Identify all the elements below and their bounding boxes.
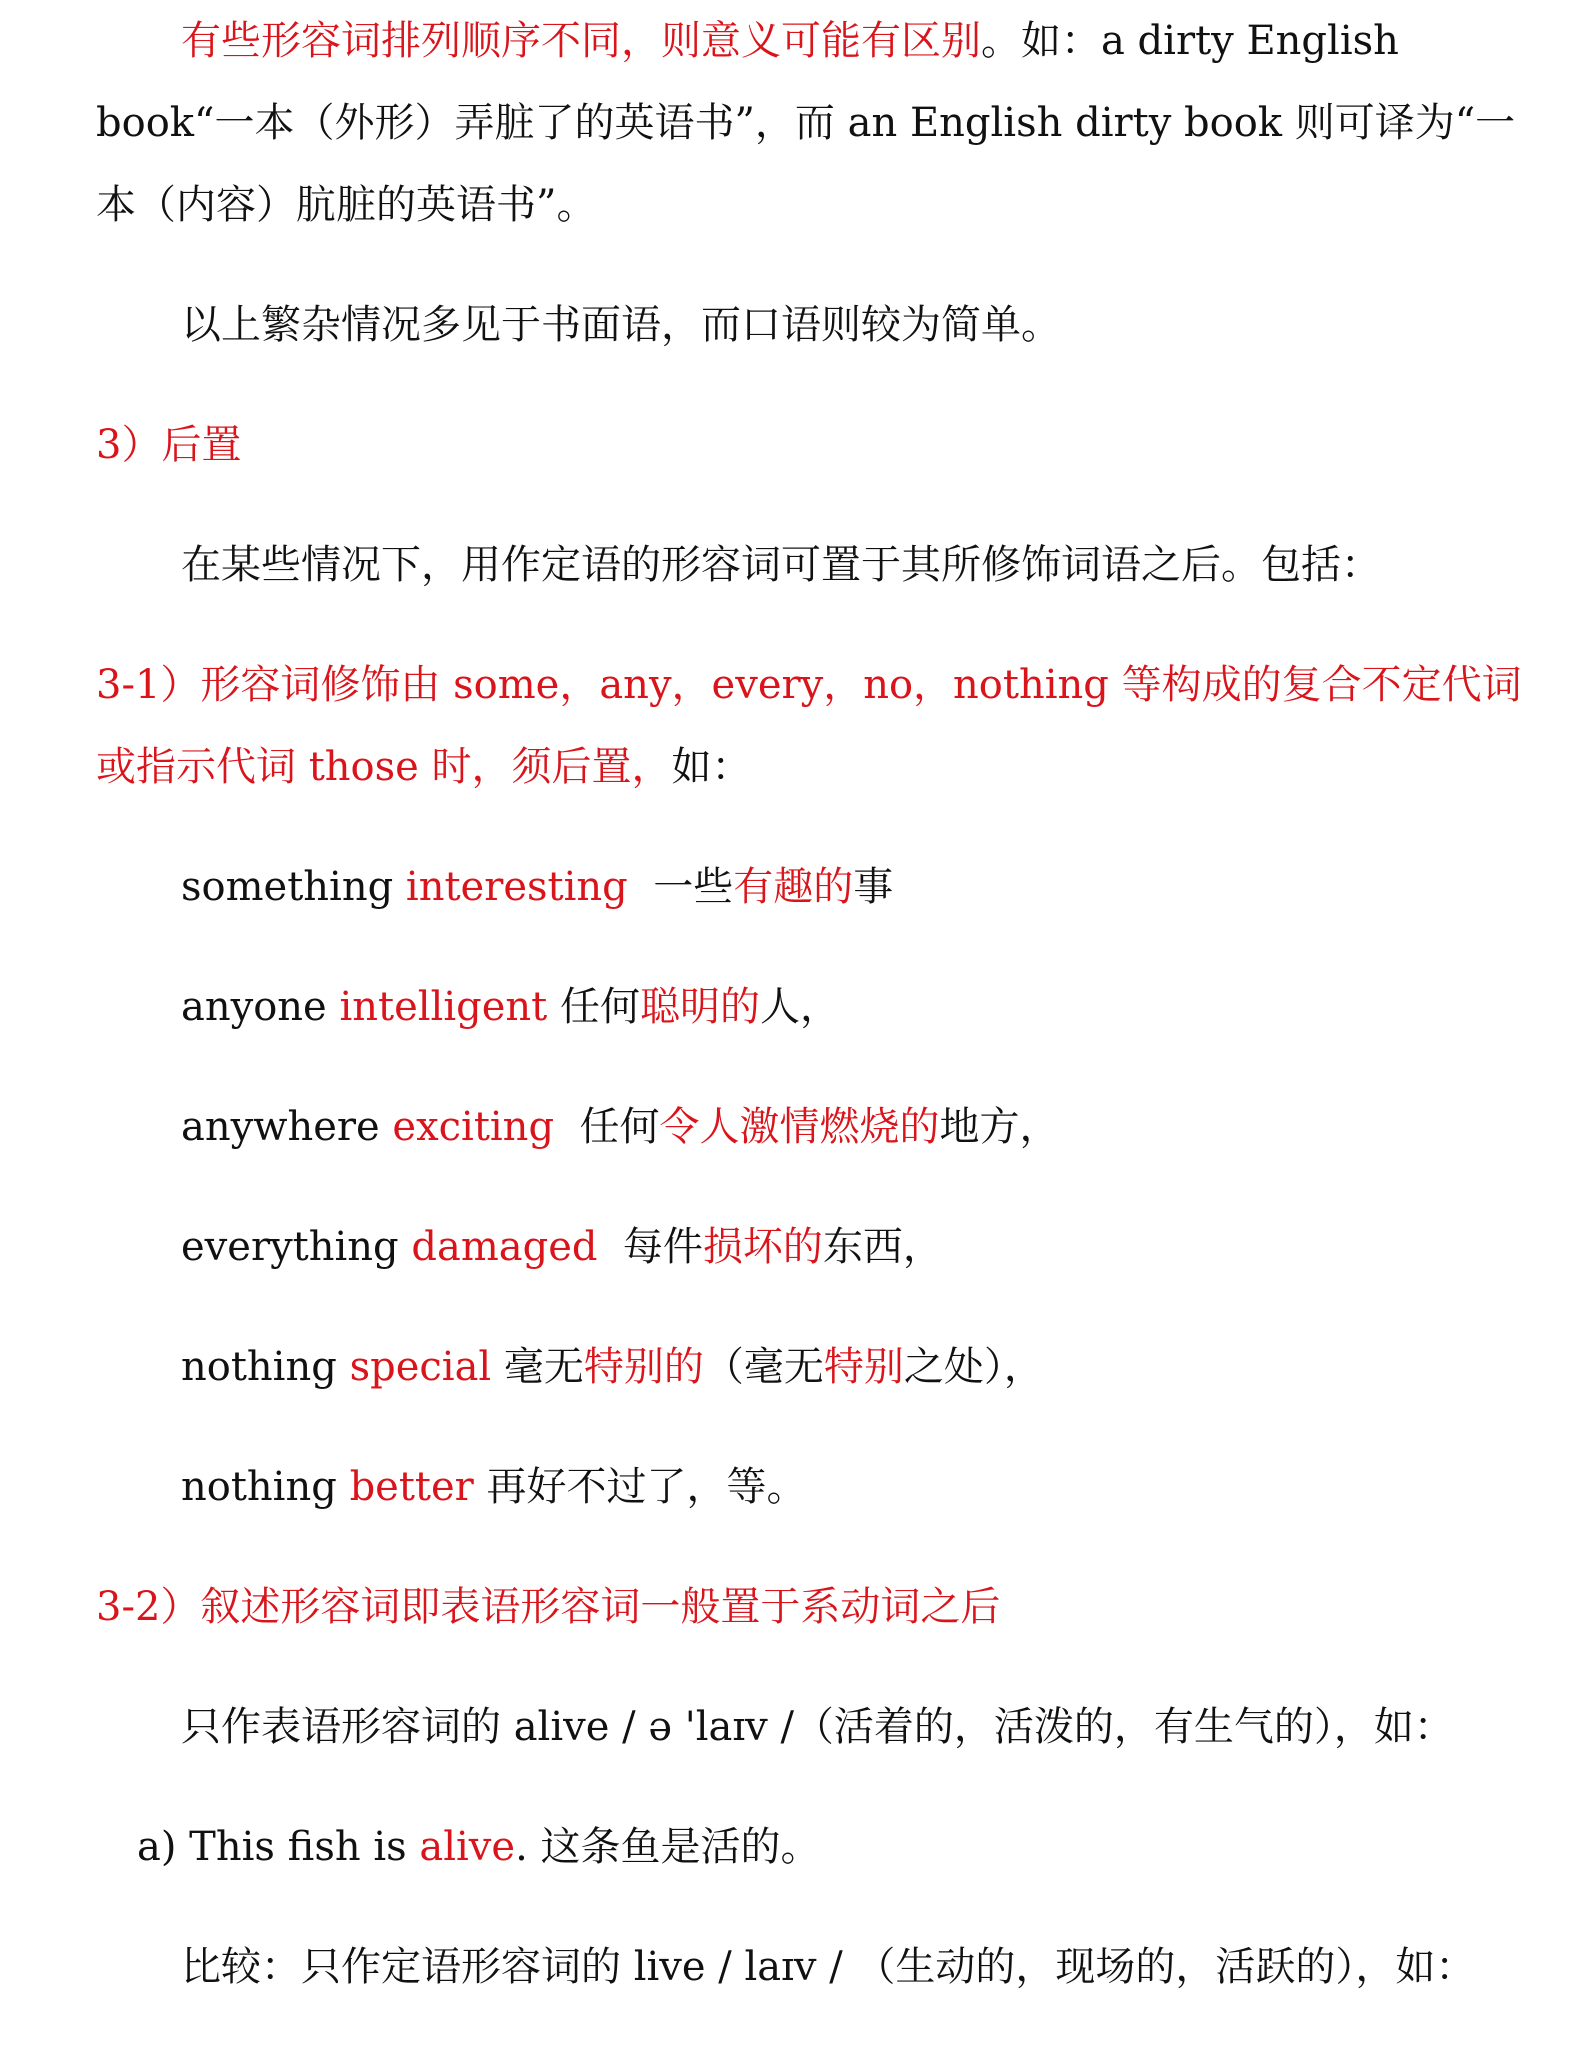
example-text: everything (181, 1224, 412, 1270)
heading-3-postposition: 3）后置 (96, 422, 242, 468)
paragraph-1-black-text: 。如：a dirty English (981, 18, 1399, 64)
paragraph-1-line-3: 本（内容）肮脏的英语书”。 (96, 182, 597, 228)
example-text: 人， (759, 984, 840, 1030)
example-text: 之处）， (903, 1344, 1044, 1390)
example-text: anyone (181, 984, 340, 1030)
heading-3-1-red-text: 或指示代词 those 时，须后置， (96, 744, 672, 790)
example-item (181, 1219, 943, 1275)
example-text: 任何 (554, 1104, 660, 1150)
example-highlight: special (349, 1344, 492, 1390)
example-text: （毫无 (703, 1344, 824, 1390)
example-highlight: interesting (405, 864, 628, 910)
example-text: anywhere (181, 1104, 393, 1150)
paragraph-3: 在某些情况下，用作定语的形容词可置于其所修饰词语之后。包括： (181, 542, 1381, 588)
heading-3-2: 3-2）叙述形容词即表语形容词一般置于系动词之后 (96, 1584, 1001, 1630)
example-highlight: 损坏的 (702, 1224, 823, 1270)
heading-3-1-line-1: 3-1）形容词修饰由 some，any，every，no，nothing 等构成的复合不定代词 (96, 662, 1522, 708)
example-text: 地方， (939, 1104, 1060, 1150)
example-text: 每件 (597, 1224, 703, 1270)
example-highlight: 特别的 (583, 1344, 704, 1390)
example-highlight: 令人激情燃烧的 (659, 1104, 940, 1150)
example-text: 事 (853, 864, 894, 910)
example-item (181, 859, 893, 915)
paragraph-1-red-text: 有些形容词排列顺序不同，则意义可能有区别 (181, 18, 981, 64)
example-a-prefix: a) This fish is (137, 1824, 420, 1870)
paragraph-1-line-2: book“一本（外形）弄脏了的英语书”，而 an English dirty book 则可译为“一 (96, 100, 1516, 146)
example-text: 再好不过了，等。 (473, 1464, 807, 1510)
example-highlight: 聪明的 (639, 984, 760, 1030)
paragraph-2: 以上繁杂情况多见于书面语，而口语则较为简单。 (181, 302, 1061, 348)
example-highlight: better (349, 1464, 474, 1510)
example-text: 东西， (822, 1224, 943, 1270)
paragraph-5: 比较：只作定语形容词的 live / laɪv / （生动的，现场的，活跃的），如： (181, 1944, 1476, 1990)
example-text: nothing (181, 1464, 350, 1510)
example-text: 一些 (627, 864, 734, 910)
example-a-suffix: . 这条鱼是活的。 (515, 1824, 821, 1870)
example-a (137, 1819, 821, 1875)
paragraph-4: 只作表语形容词的 alive / ə 'laɪv /（活着的，活泼的，有生气的），如： (181, 1704, 1454, 1750)
example-item (181, 1099, 1060, 1155)
heading-3-1-black-text: 如： (671, 744, 752, 790)
example-highlight: exciting (392, 1104, 555, 1150)
example-item (181, 979, 840, 1035)
example-text: nothing (181, 1344, 350, 1390)
example-highlight: 特别 (823, 1344, 904, 1390)
example-item (181, 1459, 807, 1515)
heading-3-1-line-2 (96, 739, 752, 795)
example-text: 毫无 (491, 1344, 584, 1390)
example-highlight: damaged (411, 1224, 598, 1270)
paragraph-1-line-1 (181, 13, 1399, 69)
example-item (181, 1339, 1044, 1395)
example-a-keyword: alive (419, 1824, 516, 1870)
example-text: something (181, 864, 406, 910)
example-text: 任何 (547, 984, 640, 1030)
example-highlight: 有趣的 (733, 864, 854, 910)
example-highlight: intelligent (339, 984, 548, 1030)
